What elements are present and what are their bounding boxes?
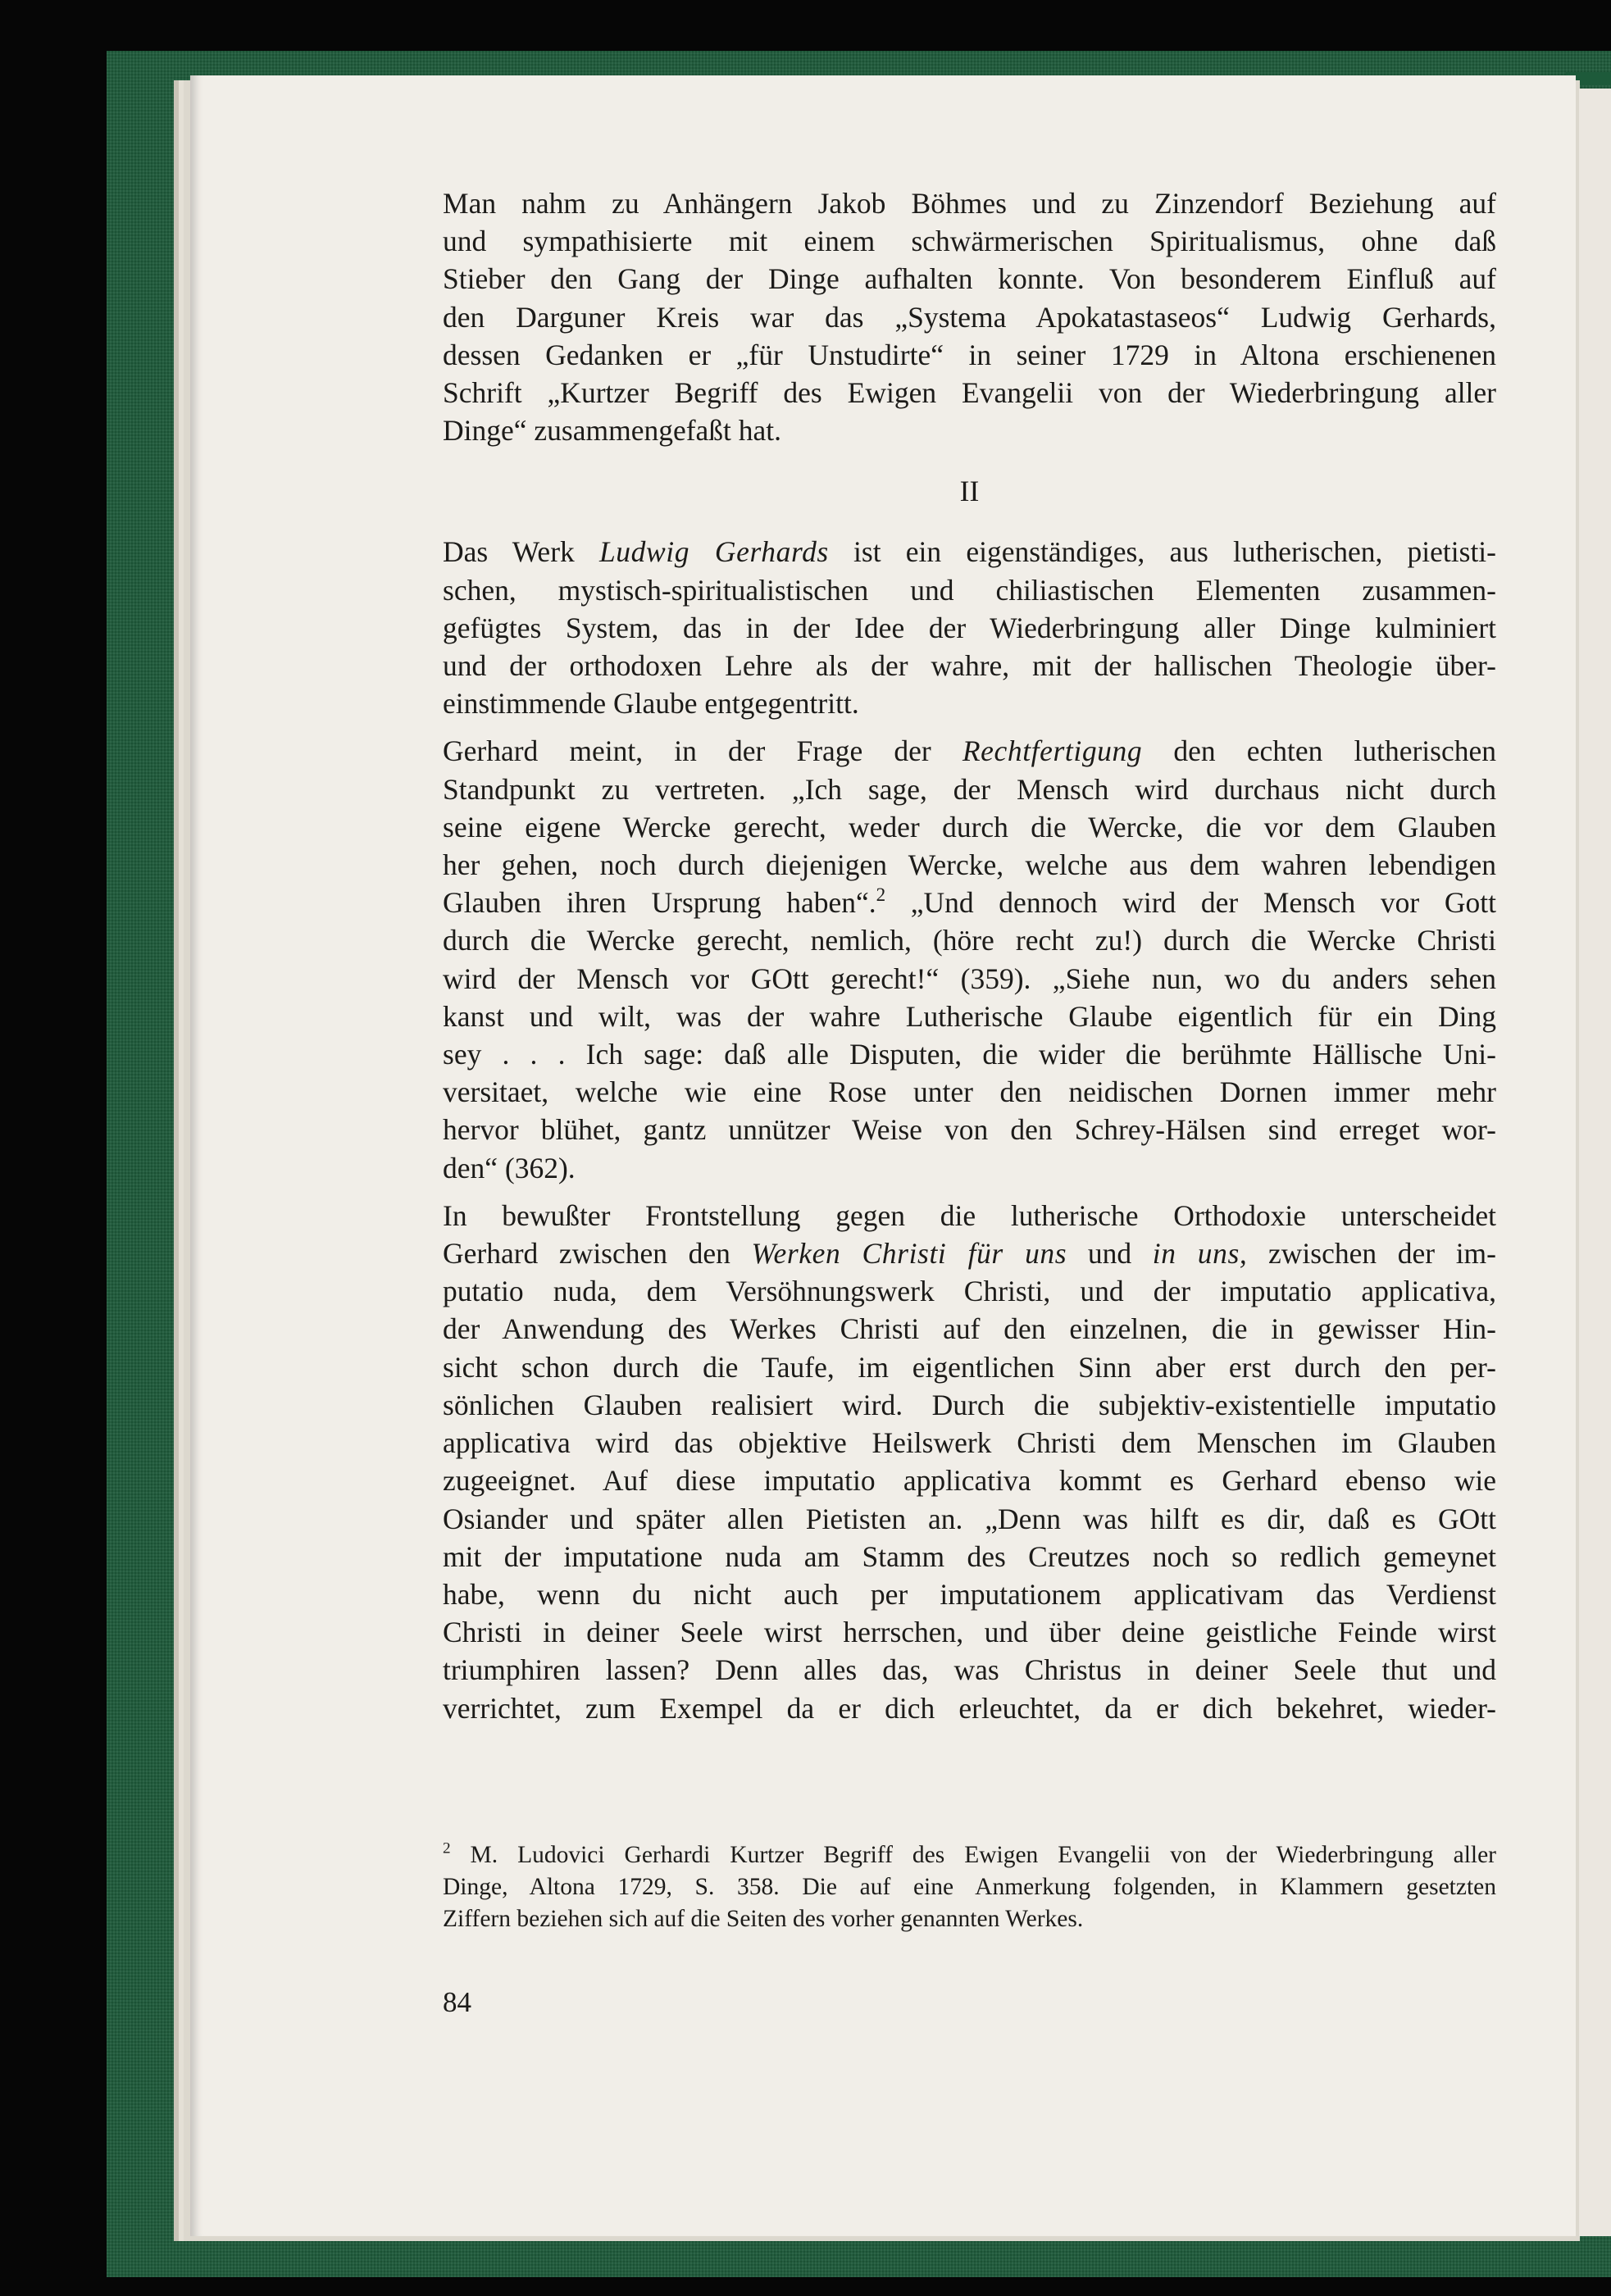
text-line: mit der imputatione nuda am Stamm des Creutzes noch so redlich gemeynet (443, 1539, 1496, 1573)
text-line: einstimmende Glaube entgegentritt. (443, 687, 859, 721)
footnote-marker: 2 (443, 1839, 451, 1857)
text-run: zwischen der im- (1247, 1237, 1496, 1271)
paragraph-4 (443, 1197, 1496, 1727)
text-line: Dinge“ zusammengefaßt hat. (443, 414, 782, 448)
paragraph-3 (443, 732, 1496, 1186)
italic-term: Werken Christi für uns (751, 1237, 1067, 1271)
page-body (443, 184, 1496, 1727)
text-line: Osiander und später allen Pietisten an. „Denn was hilft es dir, daß es GOtt (443, 1502, 1496, 1535)
text-line: kanst und wilt, was der wahre Lutherische Glaube eigentlich für ein Ding (443, 999, 1496, 1033)
text-run: Das Werk (443, 535, 599, 569)
italic-term: in uns, (1152, 1237, 1248, 1271)
text-line: Standpunkt zu vertreten. „Ich sage, der Mensch wird durchaus nicht durch (443, 772, 1496, 806)
text-line: Stieber den Gang der Dinge aufhalten konnte. Von besonderem Einfluß auf (443, 262, 1496, 296)
text-line: und der orthodoxen Lehre als der wahre, mit der hallischen Theologie über- (443, 649, 1496, 683)
page-number: 84 (443, 1986, 471, 2018)
text-line: gefügtes System, das in der Idee der Wiederbringung aller Dinge kulminiert (443, 611, 1496, 644)
text-line: den“ (362). (443, 1151, 576, 1184)
italic-term: Rechtfertigung (962, 734, 1143, 768)
text-run: ist ein eigenständiges, aus lutherischen, pietisti- (828, 535, 1496, 569)
section-heading: II (959, 475, 980, 508)
text-run: Gerhard meint, in der Frage der (443, 734, 963, 768)
adjacent-page-edge (1579, 89, 1611, 2236)
text-line: applicativa wird das objektive Heilswerk Christi dem Menschen im Glauben (443, 1426, 1496, 1460)
text-line (443, 884, 1496, 921)
text-line: der Anwendung des Werkes Christi auf den einzelnen, die in gewisser Hin- (443, 1312, 1496, 1346)
paragraph-1 (443, 184, 1496, 449)
text-line: schen, mystisch-spiritualistischen und chiliastischen Elementen zusammen- (443, 573, 1496, 607)
text-line: verrichtet, zum Exempel da er dich erleuchtet, da er dich bekehret, wieder- (443, 1691, 1496, 1725)
text-line (443, 1234, 1496, 1272)
text-line: sicht schon durch die Taufe, im eigentlichen Sinn aber erst durch den per- (443, 1350, 1496, 1384)
text-run: den echten lutherischen (1142, 734, 1496, 768)
text-line: putatio nuda, dem Versöhnungswerk Christi, und der imputatio applicativa, (443, 1275, 1496, 1308)
footnote-line (443, 1839, 1496, 1871)
text-line (443, 732, 1496, 770)
footnote (443, 1839, 1496, 1935)
text-line: Schrift „Kurtzer Begriff des Ewigen Evangelii von der Wiederbringung aller (443, 376, 1496, 410)
text-line: sey . . . Ich sage: daß alle Disputen, die wider die berühmte Hällische Uni- (443, 1038, 1496, 1071)
footnote-line: Dinge, Altona 1729, S. 358. Die auf eine Anmerkung folgenden, in Klammern gesetzten (443, 1873, 1496, 1900)
text-line: durch die Wercke gerecht, nemlich, (höre recht zu!) durch die Wercke Christi (443, 924, 1496, 957)
text-line: sönlichen Glauben realisiert wird. Durch die subjektiv-existentielle imputatio (443, 1388, 1496, 1421)
text-run: M. Ludovici Gerhardi Kurtzer Begriff des Ewigen Evangelii von der Wiederbringung aller (450, 1842, 1496, 1868)
text-line: Christi in deiner Seele wirst herrschen, und über deine geistliche Feinde wirst (443, 1616, 1496, 1649)
text-run: Gerhard zwischen den (443, 1237, 752, 1271)
italic-name: Ludwig Gerhards (598, 535, 829, 569)
paragraph-2 (443, 533, 1496, 722)
text-line: wird der Mensch vor GOtt gerecht!“ (359). „Siehe nun, wo du anders sehen (443, 962, 1496, 995)
text-line: hervor blühet, gantz unnützer Weise von den Schrey-Hälsen sind erreget wor- (443, 1113, 1496, 1147)
text-line: habe, wenn du nicht auch per imputationem applicativam das Verdienst (443, 1577, 1496, 1611)
text-line: triumphiren lassen? Denn alles das, was Christus in deiner Seele thut und (443, 1653, 1496, 1687)
text-line: und sympathisierte mit einem schwärmerischen Spiritualismus, ohne daß (443, 225, 1496, 258)
text-line: her gehen, noch durch diejenigen Wercke, welche aus dem wahren lebendigen (443, 848, 1496, 882)
text-line: In bewußter Frontstellung gegen die lutherische Orthodoxie unterscheidet (443, 1198, 1496, 1232)
text-line: versitaet, welche wie eine Rose unter den neidischen Dornen immer mehr (443, 1075, 1496, 1109)
footnote-reference: 2 (876, 884, 886, 906)
text-line: seine eigene Wercke gerecht, weder durch die Wercke, die vor dem Glauben (443, 810, 1496, 843)
text-line (443, 533, 1496, 571)
text-run: Glauben ihren Ursprung haben“. (443, 886, 876, 920)
text-line: den Darguner Kreis war das „Systema Apokatastaseos“ Ludwig Gerhards, (443, 300, 1496, 334)
text-line: dessen Gedanken er „für Unstudirte“ in seiner 1729 in Altona erschienenen (443, 338, 1496, 371)
text-run: „Und dennoch wird der Mensch vor Gott (885, 886, 1496, 920)
footnote-line: Ziffern beziehen sich auf die Seiten des vorher genannten Werkes. (443, 1905, 1084, 1932)
text-line: zugeeignet. Auf diese imputatio applicativa kommt es Gerhard ebenso wie (443, 1464, 1496, 1498)
text-line: Man nahm zu Anhängern Jakob Böhmes und zu Zinzendorf Beziehung auf (443, 187, 1496, 220)
text-run: und (1067, 1237, 1153, 1271)
